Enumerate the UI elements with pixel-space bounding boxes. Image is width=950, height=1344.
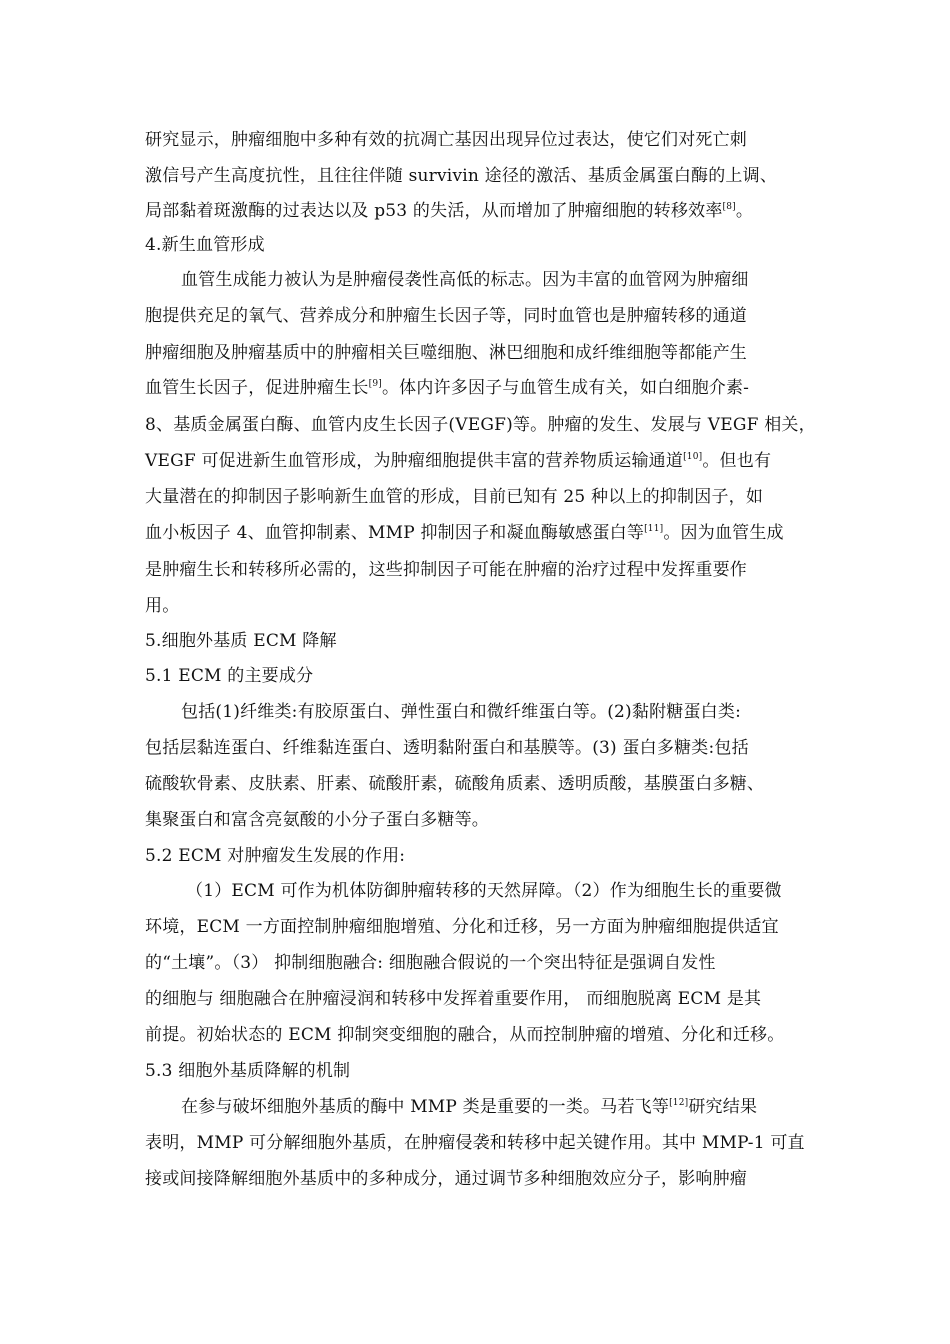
- body-text-line: 胞提供充足的氧气、营养成分和肿瘤生长因子等，同时血管也是肿瘤转移的通道: [145, 306, 747, 326]
- citation-ref: [11]: [644, 524, 664, 534]
- body-text-line: 的细胞与 细胞融合在肿瘤浸润和转移中发挥着重要作用， 而细胞脱离 ECM 是其: [145, 989, 762, 1009]
- body-text-line: 接或间接降解细胞外基质中的多种成分，通过调节多种细胞效应分子，影响肿瘤: [145, 1169, 747, 1189]
- citation-ref: [8]: [722, 202, 736, 212]
- body-text-line: 包括(1)纤维类:有胶原蛋白、弹性蛋白和微纤维蛋白等。(2)黏附糖蛋白类:: [181, 702, 742, 722]
- body-text-line: 表明，MMP 可分解细胞外基质，在肿瘤侵袭和转移中起关键作用。其中 MMP-1 可直: [145, 1133, 805, 1153]
- body-text-line: 8、基质金属蛋白酶、血管内皮生长因子(VEGF)等。肿瘤的发生、发展与 VEGF 相关，: [145, 415, 816, 435]
- body-text-line: 血管生成能力被认为是肿瘤侵袭性高低的标志。因为丰富的血管网为肿瘤细: [181, 270, 749, 290]
- body-text-line: 局部黏着斑激酶的过表达以及 p53 的失活，从而增加了肿瘤细胞的转移效率[8]。: [145, 201, 754, 221]
- body-text-line: 用。: [145, 596, 180, 616]
- body-text-line: 包括层黏连蛋白、纤维黏连蛋白、透明黏附蛋白和基膜等。(3) 蛋白多糖类:包括: [145, 738, 749, 758]
- body-text-line: 血小板因子 4、血管抑制素、MMP 抑制因子和凝血酶敏感蛋白等[11]。因为血管生成: [145, 523, 784, 543]
- citation-ref: [10]: [683, 452, 703, 462]
- subsection-heading: 5.1 ECM 的主要成分: [145, 666, 314, 686]
- body-text-line: 激信号产生高度抗性，且往往伴随 survivin 途径的激活、基质金属蛋白酶的上调、: [145, 166, 778, 186]
- body-text-line: （1）ECM 可作为机体防御肿瘤转移的天然屏障。（2）作为细胞生长的重要微: [186, 881, 782, 901]
- body-text-line: 血管生长因子，促进肿瘤生长[9]。体内许多因子与血管生成有关，如白细胞介素-: [145, 378, 750, 398]
- body-text-line: 集聚蛋白和富含亮氨酸的小分子蛋白多糖等。: [145, 810, 489, 830]
- body-text-line: 大量潜在的抑制因子影响新生血管的形成，目前已知有 25 种以上的抑制因子，如: [145, 487, 764, 507]
- body-text-line: 硫酸软骨素、皮肤素、肝素、硫酸肝素，硫酸角质素、透明质酸，基膜蛋白多糖、: [145, 774, 765, 794]
- section-heading: 5.细胞外基质 ECM 降解: [145, 631, 337, 651]
- body-text-line: 在参与破坏细胞外基质的酶中 MMP 类是重要的一类。马若飞等[12]研究结果: [181, 1097, 758, 1117]
- body-text-line: 肿瘤细胞及肿瘤基质中的肿瘤相关巨噬细胞、淋巴细胞和成纤维细胞等都能产生: [145, 343, 747, 363]
- body-text-line: 环境，ECM 一方面控制肿瘤细胞增殖、分化和迁移，另一方面为肿瘤细胞提供适宜: [145, 917, 779, 937]
- subsection-heading: 5.3 细胞外基质降解的机制: [145, 1061, 351, 1081]
- body-text-line: VEGF 可促进新生血管形成，为肿瘤细胞提供丰富的营养物质运输通道[10]。但也有: [145, 451, 772, 471]
- body-text-line: 是肿瘤生长和转移所必需的，这些抑制因子可能在肿瘤的治疗过程中发挥重要作: [145, 560, 747, 580]
- subsection-heading: 5.2 ECM 对肿瘤发生发展的作用:: [145, 846, 406, 866]
- section-heading: 4.新生血管形成: [145, 235, 265, 255]
- citation-ref: [12]: [669, 1098, 689, 1108]
- body-text-line: 前提。初始状态的 ECM 抑制突变细胞的融合，从而控制肿瘤的增殖、分化和迁移。: [145, 1025, 785, 1045]
- body-text-line: 研究显示，肿瘤细胞中多种有效的抗凋亡基因出现异位过表达，使它们对死亡刺: [145, 130, 747, 150]
- citation-ref: [9]: [368, 379, 382, 389]
- body-text-line: 的“土壤”。（3） 抑制细胞融合: 细胞融合假说的一个突出特征是强调自发性: [145, 953, 716, 973]
